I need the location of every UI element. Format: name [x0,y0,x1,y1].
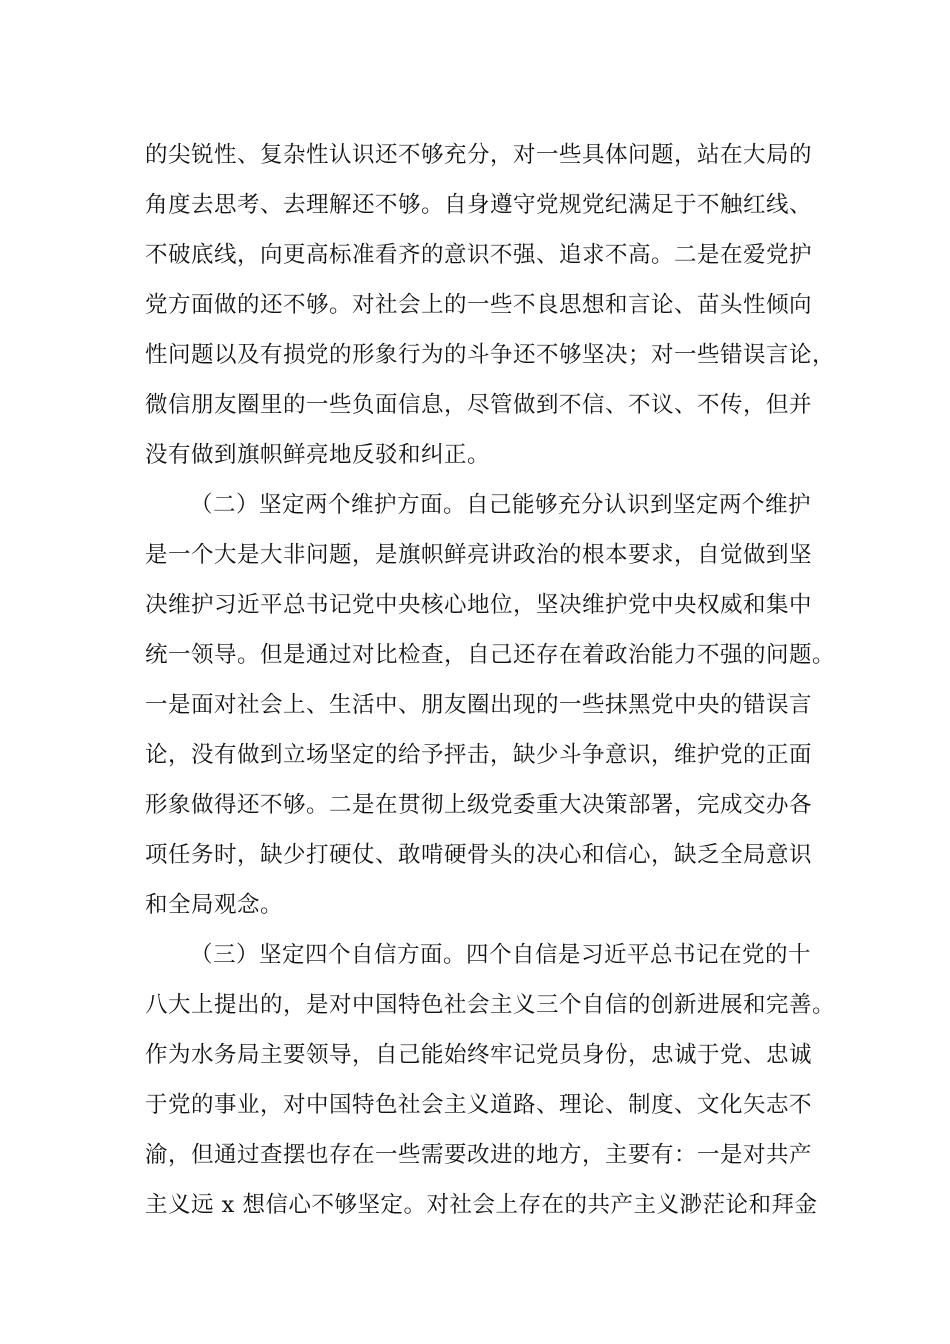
text-line: 决维护习近平总书记党中央核心地位，坚决维护党中央权威和集中 [145,592,813,618]
paragraph-2 [145,480,836,930]
text-line: 微信朋友圈里的一些负面信息，尽管做到不信、不议、不传，但并 [145,392,813,418]
text-line: 党方面做的还不够。对社会上的一些不良思想和言论、苗头性倾向 [145,292,813,318]
text-line: 性问题以及有损党的形象行为的斗争还不够坚决；对一些错误言论， [145,342,836,368]
text-line: 论，没有做到立场坚定的给予抨击，缺少斗争意识，维护党的正面 [145,742,813,768]
text-line: 八大上提出的，是对中国特色社会主义三个自信的创新进展和完善。 [145,992,836,1018]
text-line: 项任务时，缺少打硬仗、敢啃硬骨头的决心和信心，缺乏全局意识 [145,842,813,868]
text-line: 形象做得还不够。二是在贯彻上级党委重大决策部署，完成交办各 [145,792,813,818]
text-line: 于党的事业，对中国特色社会主义道路、理论、制度、文化矢志不 [145,1092,813,1118]
paragraph-3 [145,930,836,1230]
text-line-indented: （三）坚定四个自信方面。四个自信是习近平总书记在党的十 [190,942,812,968]
text-line: 统一领导。但是通过对比检查，自己还存在着政治能力不强的问题。 [145,642,836,668]
text-line: 的尖锐性、复杂性认识还不够充分，对一些具体问题，站在大局的 [145,142,813,168]
text-line: 渝，但通过查摆也存在一些需要改进的地方，主要有：一是对共产 [145,1142,813,1168]
text-line-indented: （二）坚定两个维护方面。自己能够充分认识到坚定两个维护 [190,492,812,518]
text-line: 没有做到旗帜鲜亮地反驳和纠正。 [145,442,491,468]
text-line: 和全局观念。 [145,892,284,918]
text-line: 主义远 x 想信心不够坚定。对社会上存在的共产主义渺茫论和拜金 [145,1192,818,1218]
text-line: 作为水务局主要领导，自己能始终牢记党员身份，忠诚于党、忠诚 [145,1042,813,1068]
text-line: 一是面对社会上、生活中、朋友圈出现的一些抹黑党中央的错误言 [145,692,813,718]
document-body [145,130,836,1230]
text-line: 不破底线，向更高标准看齐的意识不强、追求不高。二是在爱党护 [145,242,813,268]
paragraph-1 [145,130,836,480]
text-line: 是一个大是大非问题，是旗帜鲜亮讲政治的根本要求，自觉做到坚 [145,542,813,568]
text-line: 角度去思考、去理解还不够。自身遵守党规党纪满足于不触红线、 [145,192,813,218]
